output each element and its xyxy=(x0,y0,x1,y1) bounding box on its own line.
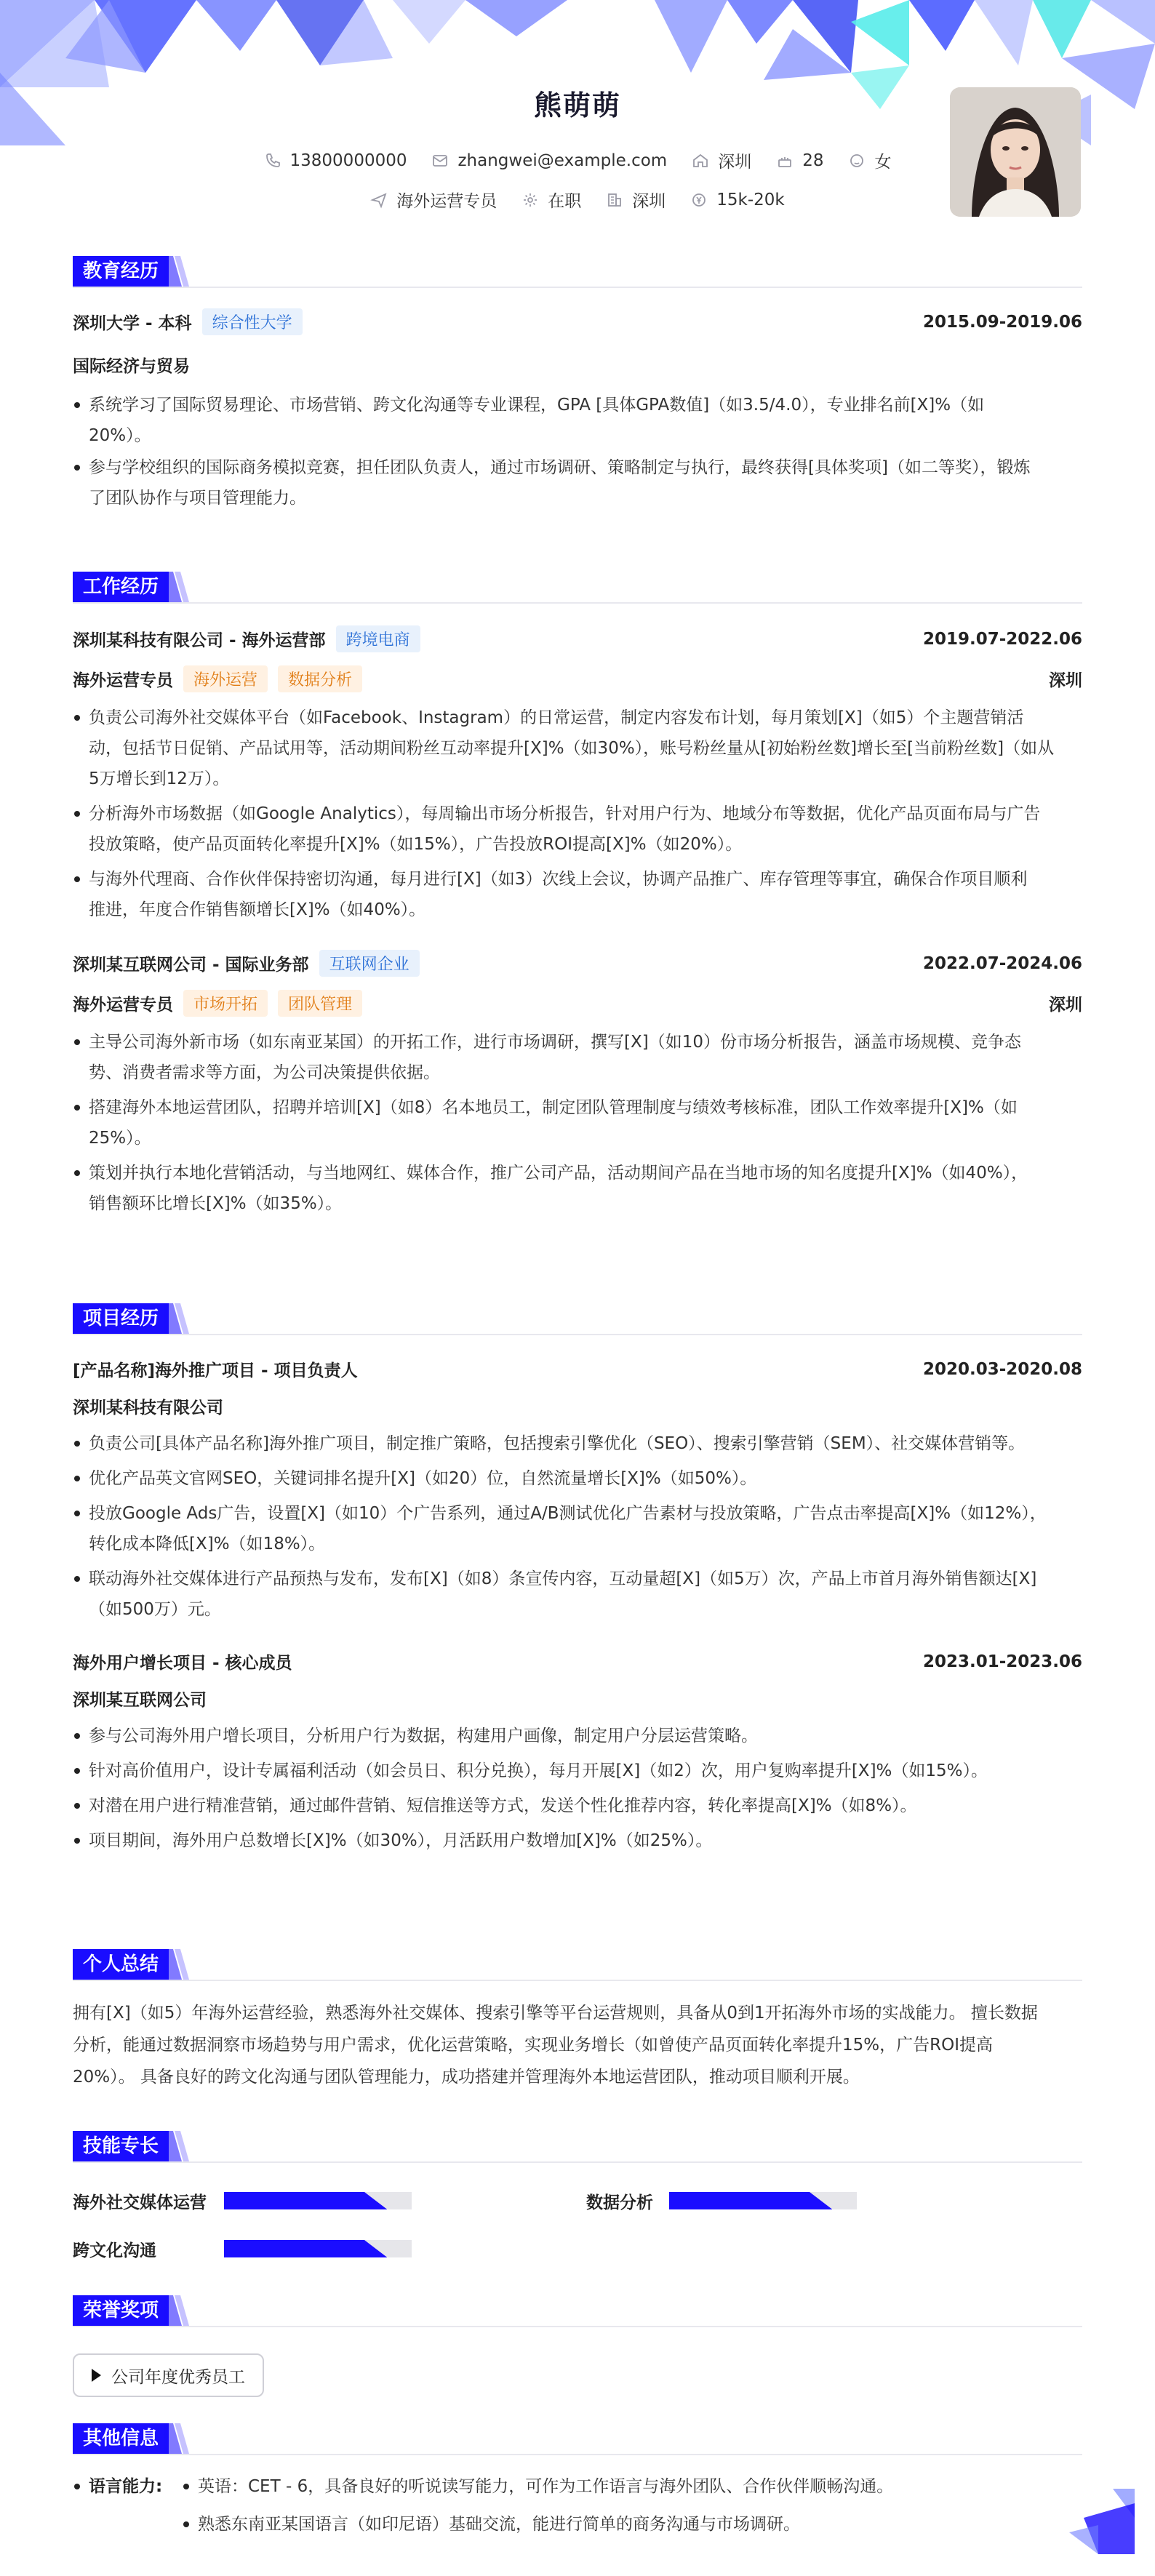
age-text: 28 xyxy=(802,151,824,170)
profile-photo xyxy=(950,87,1081,217)
home-icon xyxy=(692,152,709,169)
company-name: 深圳某互联网公司 - 国际业务部 xyxy=(73,956,309,975)
job-company-row xyxy=(73,950,1082,977)
resume-header xyxy=(0,0,1155,240)
job-role: 海外运营专员 xyxy=(73,671,173,690)
skill-item: 海外社交媒体运营 xyxy=(73,2193,207,2212)
list-item: 负责公司海外社交媒体平台（如Facebook、Instagram）的日常运营，制定内容发布计划，每月策划[X]（如5）个主题营销活 动，包括节日促销、产品试用等，活动期间粉丝互动率提升[X]%（如30%），账号粉丝量从[初始粉丝数]增长至[当前粉丝数]（如从 5万增长到12万）。 xyxy=(73,703,1082,794)
project-name: [产品名称]海外推广项目 - 项目负责人 xyxy=(73,1361,358,1380)
gear-icon xyxy=(521,191,539,209)
gender-icon xyxy=(848,152,866,169)
other-section xyxy=(73,2423,1082,2544)
project-bullets xyxy=(73,1428,1082,1625)
skill-tag: 海外运营 xyxy=(183,665,268,692)
list-item: 分析海外市场数据（如Google Analytics），每周输出市场分析报告，针对用户行为、地域分布等数据，优化产品页面布局与广告 投放策略，使产品页面转化率提升[X]%（如15%），广告投放ROI提高[X]%（如20%）。 xyxy=(73,799,1082,860)
job-location: 深圳 xyxy=(1049,996,1082,1015)
school-name: 深圳大学 - 本科 xyxy=(73,314,192,333)
corner-decoration xyxy=(1069,2489,1135,2554)
language-label: 语言能力: xyxy=(73,2471,162,2502)
list-item: 对潜在用户进行精准营销，通过邮件营销、短信推送等方式，发送个性化推荐内容，转化率提高[X]%（如8%）。 xyxy=(73,1791,1082,1821)
building-icon xyxy=(606,191,623,209)
list-item: 参与公司海外用户增长项目，分析用户行为数据，构建用户画像，制定用户分层运营策略。 xyxy=(73,1721,1082,1751)
honors-section xyxy=(73,2295,1082,2404)
list-item: 负责公司[具体产品名称]海外推广项目，制定推广策略，包括搜索引擎优化（SEO）、搜索引擎营销（SEM）、社交媒体营销等。 xyxy=(73,1428,1082,1459)
school-tag: 综合性大学 xyxy=(202,308,303,335)
phone-info xyxy=(264,148,407,172)
education-title: 教育经历 xyxy=(73,256,169,287)
email-text: zhangwei@example.com xyxy=(457,151,668,170)
skill-level-bar xyxy=(669,2192,857,2209)
project-name: 海外用户增长项目 - 核心成员 xyxy=(73,1654,292,1673)
project-org: 深圳某科技有限公司 xyxy=(73,1399,223,1417)
language-block xyxy=(73,2471,1082,2544)
title-tail-decoration xyxy=(164,572,189,602)
section-header xyxy=(73,256,1082,288)
project-org: 深圳某互联网公司 xyxy=(73,1691,207,1710)
list-item: 熟悉东南亚某国语言（如印尼语）基础交流，能进行简单的商务沟通与市场调研。 xyxy=(182,2509,1076,2540)
skill-level-fill xyxy=(669,2192,832,2209)
job-role-row xyxy=(73,990,1082,1017)
project-entry xyxy=(73,1649,1082,1856)
work-section xyxy=(73,572,1082,1219)
send-icon xyxy=(370,191,388,209)
city-info xyxy=(692,148,751,172)
target-city-info xyxy=(606,188,666,212)
skill-tag: 团队管理 xyxy=(278,990,362,1017)
list-item: 系统学习了国际贸易理论、市场营销、跨文化沟通等专业课程，GPA [具体GPA数值]（如3.5/4.0），专业排名前[X]%（如 20%）。 xyxy=(73,390,1082,451)
money-icon xyxy=(690,191,708,209)
section-header xyxy=(73,1303,1082,1335)
other-title: 其他信息 xyxy=(73,2423,169,2454)
job-role-row xyxy=(73,665,1082,692)
title-tail-decoration xyxy=(164,256,189,287)
title-tail-decoration xyxy=(164,2423,189,2454)
title-tail-decoration xyxy=(164,1949,189,1980)
email-info xyxy=(431,148,667,172)
major-name: 国际经济与贸易 xyxy=(73,357,190,376)
project-name-row xyxy=(73,1649,1082,1673)
phone-text: 13800000000 xyxy=(289,151,407,170)
title-tail-decoration xyxy=(164,2295,189,2326)
work-title: 工作经历 xyxy=(73,572,169,602)
project-section xyxy=(73,1303,1082,1856)
summary-title: 个人总结 xyxy=(73,1949,169,1980)
skill-level-bar xyxy=(224,2192,412,2209)
status-text: 在职 xyxy=(548,192,582,211)
section-header xyxy=(73,2295,1082,2327)
skill-level-bar xyxy=(224,2240,412,2257)
skill-item: 数据分析 xyxy=(586,2193,653,2212)
company-tag: 跨境电商 xyxy=(336,625,420,652)
list-item: 搭建海外本地运营团队，招聘并培训[X]（如8）名本地员工，制定团队管理制度与绩效考核标准，团队工作效率提升[X]%（如 25%）。 xyxy=(73,1092,1082,1153)
position-text: 海外运营专员 xyxy=(396,192,497,211)
skills-section xyxy=(73,2131,1082,2262)
list-item: 项目期间，海外用户总数增长[X]%（如30%），月活跃用户数增加[X]%（如25%）。 xyxy=(73,1825,1082,1856)
play-icon xyxy=(92,2369,101,2382)
city-text: 深圳 xyxy=(718,153,752,172)
skill-tag: 数据分析 xyxy=(278,665,362,692)
salary-info xyxy=(690,188,784,212)
job-role: 海外运营专员 xyxy=(73,996,173,1015)
avatar xyxy=(950,87,1081,217)
list-item: 与海外代理商、合作伙伴保持密切沟通，每月进行[X]（如3）次线上会议，协调产品推广、库存管理等事宜，确保合作项目顺利 推进，年度合作销售额增长[X]%（如40%）。 xyxy=(73,864,1082,925)
project-list xyxy=(73,1357,1082,1856)
phone-icon xyxy=(264,152,281,169)
job-bullets xyxy=(73,703,1082,925)
job-date: 2019.07-2022.06 xyxy=(922,629,1082,649)
honor-badge: 公司年度优秀员工 xyxy=(73,2353,264,2397)
list-item: 策划并执行本地化营销活动，与当地网红、媒体合作，推广公司产品，活动期间产品在当地市场的知名度提升[X]%（如40%）， 销售额环比增长[X]%（如35%）。 xyxy=(73,1158,1082,1219)
job-entry xyxy=(73,625,1082,925)
project-entry xyxy=(73,1357,1082,1625)
target-city-text: 深圳 xyxy=(632,192,666,211)
skills-title: 技能专长 xyxy=(73,2131,169,2161)
job-entry xyxy=(73,950,1082,1219)
list-item: 联动海外社交媒体进行产品预热与发布，发布[X]（如8）条宣传内容，互动量超[X]（如5万）次，产品上市首月海外销售额达[X] （如500万）元。 xyxy=(73,1564,1082,1625)
position-info xyxy=(370,188,497,212)
project-name-row xyxy=(73,1357,1082,1381)
mail-icon xyxy=(431,152,449,169)
project-title: 项目经历 xyxy=(73,1303,169,1334)
company-tag: 互联网企业 xyxy=(319,950,420,977)
title-tail-decoration xyxy=(164,1303,189,1334)
education-section xyxy=(73,256,1082,513)
title-tail-decoration xyxy=(164,2131,189,2161)
age-info xyxy=(776,148,823,172)
project-date: 2020.03-2020.08 xyxy=(922,1359,1082,1379)
list-item: 针对高价值用户，设计专属福利活动（如会员日、积分兑换），每月开展[X]（如2）次，用户复购率提升[X]%（如15%）。 xyxy=(73,1756,1082,1786)
job-list xyxy=(73,625,1082,1219)
skill-tag: 市场开拓 xyxy=(183,990,268,1017)
education-date: 2015.09-2019.06 xyxy=(922,312,1082,332)
status-info xyxy=(521,188,581,212)
job-company-row xyxy=(73,625,1082,652)
skill-level-fill xyxy=(224,2192,387,2209)
list-item: 投放Google Ads广告，设置[X]（如10）个广告系列，通过A/B测试优化广告素材与投放策略，广告点击率提高[X]%（如12%）， 转化成本降低[X]%（如18%）。 xyxy=(73,1498,1082,1559)
list-item: 优化产品英文官网SEO，关键词排名提升[X]（如20）位，自然流量增长[X]%（如50%）。 xyxy=(73,1463,1082,1494)
honors-title: 荣誉奖项 xyxy=(73,2295,169,2326)
age-icon xyxy=(776,152,794,169)
list-item: 参与学校组织的国际商务模拟竞赛，担任团队负责人，通过市场调研、策略制定与执行，最终获得[具体奖项]（如二等奖），锻炼 了团队协作与项目管理能力。 xyxy=(73,452,1082,513)
section-header xyxy=(73,2131,1082,2163)
summary-section xyxy=(73,1949,1082,2093)
candidate-name: 熊萌萌 xyxy=(533,89,621,121)
skill-item: 跨文化沟通 xyxy=(73,2241,156,2260)
project-bullets xyxy=(73,1721,1082,1856)
education-bullets xyxy=(73,390,1082,513)
job-location: 深圳 xyxy=(1049,671,1082,690)
list-item: 主导公司海外新市场（如东南亚某国）的开拓工作，进行市场调研，撰写[X]（如10）份市场分析报告，涵盖市场规模、竞争态 势、消费者需求等方面，为公司决策提供依据。 xyxy=(73,1027,1082,1088)
education-entry-head xyxy=(73,308,1082,335)
list-item: 英语：CET - 6，具备良好的听说读写能力，可作为工作语言与海外团队、合作伙伴顺畅沟通。 xyxy=(182,2471,1076,2502)
summary-text: 拥有[X]（如5）年海外运营经验，熟悉海外社交媒体、搜索引擎等平台运营规则，具备从0到1开拓海外市场的实战能力。 擅长数据 分析，能通过数据洞察市场趋势与用户需求，优化运营策略，实现业务增长（如曾使产品页面转化率提升15%，广告ROI提高 20%）。 具备良好的跨文化沟通与团队管理能力，成功搭建并管理海外本地运营团队，推动项目顺利开展。 xyxy=(73,2004,1038,2087)
skill-level-fill xyxy=(224,2240,387,2257)
job-date: 2022.07-2024.06 xyxy=(922,953,1082,973)
salary-text: 15k-20k xyxy=(716,190,785,209)
section-header xyxy=(73,572,1082,604)
language-list xyxy=(182,2471,1076,2540)
job-bullets xyxy=(73,1027,1082,1219)
section-header xyxy=(73,1949,1082,1981)
project-date: 2023.01-2023.06 xyxy=(922,1652,1082,1671)
gender-info xyxy=(848,148,891,172)
gender-text: 女 xyxy=(874,153,892,172)
section-header xyxy=(73,2423,1082,2455)
company-name: 深圳某科技有限公司 - 海外运营部 xyxy=(73,631,326,650)
